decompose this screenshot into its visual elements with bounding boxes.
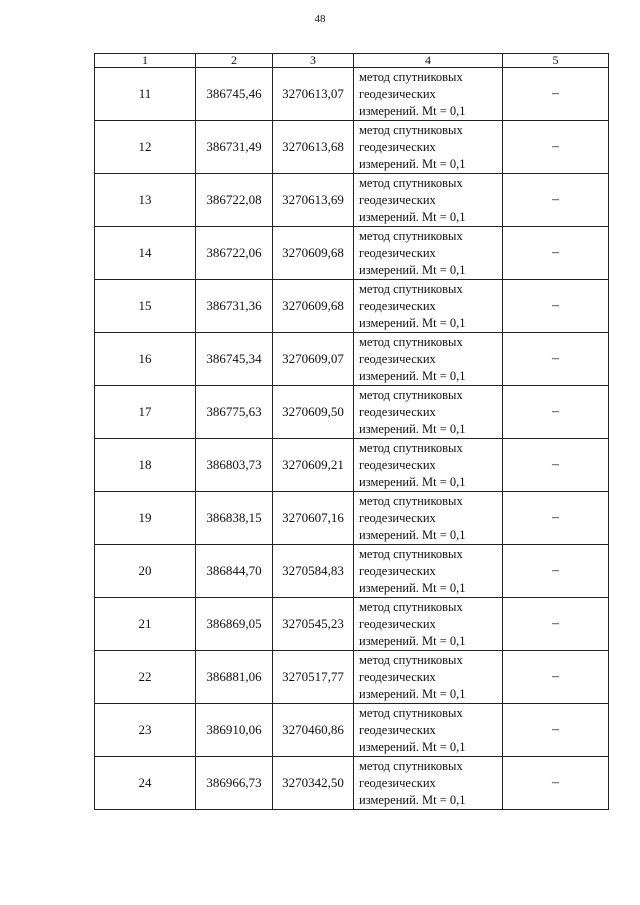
column-5-cell: – bbox=[503, 492, 609, 545]
table-header-row bbox=[95, 54, 609, 68]
method-line: метод спутниковых bbox=[359, 69, 463, 84]
x-coordinate-cell: 386745,34 bbox=[196, 333, 273, 386]
x-coordinate-cell: 386745,46 bbox=[196, 68, 273, 121]
column-5-cell: – bbox=[503, 121, 609, 174]
header-col-2: 2 bbox=[196, 54, 273, 68]
y-coordinate-cell: 3270460,86 bbox=[273, 704, 354, 757]
method-cell bbox=[354, 704, 503, 757]
table-row bbox=[95, 439, 609, 492]
method-cell bbox=[354, 68, 503, 121]
method-line: измерений. Mt = 0,1 bbox=[359, 792, 466, 807]
method-line: метод спутниковых bbox=[359, 546, 463, 561]
point-number-cell: 11 bbox=[95, 68, 196, 121]
method-line: геодезических bbox=[359, 86, 436, 101]
method-line: геодезических bbox=[359, 775, 436, 790]
point-number-cell: 17 bbox=[95, 386, 196, 439]
table-row bbox=[95, 121, 609, 174]
column-5-cell: – bbox=[503, 68, 609, 121]
method-line: метод спутниковых bbox=[359, 228, 463, 243]
coordinates-table bbox=[94, 53, 609, 810]
column-5-cell: – bbox=[503, 598, 609, 651]
x-coordinate-cell: 386869,05 bbox=[196, 598, 273, 651]
point-number-cell: 12 bbox=[95, 121, 196, 174]
method-cell bbox=[354, 651, 503, 704]
method-line: геодезических bbox=[359, 404, 436, 419]
method-cell bbox=[354, 280, 503, 333]
table-row bbox=[95, 757, 609, 810]
column-5-cell: – bbox=[503, 333, 609, 386]
method-line: измерений. Mt = 0,1 bbox=[359, 315, 466, 330]
method-line: измерений. Mt = 0,1 bbox=[359, 209, 466, 224]
column-5-cell: – bbox=[503, 545, 609, 598]
method-line: измерений. Mt = 0,1 bbox=[359, 527, 466, 542]
table-row bbox=[95, 227, 609, 280]
x-coordinate-cell: 386803,73 bbox=[196, 439, 273, 492]
column-5-cell: – bbox=[503, 704, 609, 757]
table-row bbox=[95, 492, 609, 545]
method-line: геодезических bbox=[359, 722, 436, 737]
y-coordinate-cell: 3270609,21 bbox=[273, 439, 354, 492]
method-line: измерений. Mt = 0,1 bbox=[359, 633, 466, 648]
column-5-cell: – bbox=[503, 280, 609, 333]
header-col-5: 5 bbox=[503, 54, 609, 68]
method-line: геодезических bbox=[359, 245, 436, 260]
y-coordinate-cell: 3270342,50 bbox=[273, 757, 354, 810]
table-row bbox=[95, 704, 609, 757]
method-line: измерений. Mt = 0,1 bbox=[359, 474, 466, 489]
y-coordinate-cell: 3270609,68 bbox=[273, 227, 354, 280]
point-number-cell: 18 bbox=[95, 439, 196, 492]
point-number-cell: 19 bbox=[95, 492, 196, 545]
column-5-cell: – bbox=[503, 227, 609, 280]
point-number-cell: 20 bbox=[95, 545, 196, 598]
method-line: измерений. Mt = 0,1 bbox=[359, 156, 466, 171]
column-5-cell: – bbox=[503, 439, 609, 492]
point-number-cell: 16 bbox=[95, 333, 196, 386]
x-coordinate-cell: 386775,63 bbox=[196, 386, 273, 439]
table-row bbox=[95, 174, 609, 227]
method-line: измерений. Mt = 0,1 bbox=[359, 421, 466, 436]
column-5-cell: – bbox=[503, 651, 609, 704]
method-line: геодезических bbox=[359, 510, 436, 525]
table-row bbox=[95, 333, 609, 386]
method-line: метод спутниковых bbox=[359, 334, 463, 349]
table-body bbox=[95, 68, 609, 810]
method-cell bbox=[354, 333, 503, 386]
method-line: геодезических bbox=[359, 351, 436, 366]
method-line: метод спутниковых bbox=[359, 122, 463, 137]
x-coordinate-cell: 386731,49 bbox=[196, 121, 273, 174]
table-row bbox=[95, 280, 609, 333]
method-cell bbox=[354, 439, 503, 492]
method-line: измерений. Mt = 0,1 bbox=[359, 103, 466, 118]
table-row bbox=[95, 68, 609, 121]
x-coordinate-cell: 386722,08 bbox=[196, 174, 273, 227]
method-line: метод спутниковых bbox=[359, 440, 463, 455]
y-coordinate-cell: 3270609,50 bbox=[273, 386, 354, 439]
point-number-cell: 23 bbox=[95, 704, 196, 757]
y-coordinate-cell: 3270517,77 bbox=[273, 651, 354, 704]
x-coordinate-cell: 386722,06 bbox=[196, 227, 273, 280]
method-line: измерений. Mt = 0,1 bbox=[359, 739, 466, 754]
method-line: измерений. Mt = 0,1 bbox=[359, 368, 466, 383]
point-number-cell: 13 bbox=[95, 174, 196, 227]
y-coordinate-cell: 3270609,07 bbox=[273, 333, 354, 386]
header-col-3: 3 bbox=[273, 54, 354, 68]
method-cell bbox=[354, 492, 503, 545]
method-cell bbox=[354, 174, 503, 227]
point-number-cell: 22 bbox=[95, 651, 196, 704]
method-cell bbox=[354, 227, 503, 280]
page-number: 48 bbox=[314, 13, 326, 25]
method-line: геодезических bbox=[359, 669, 436, 684]
header-col-1: 1 bbox=[95, 54, 196, 68]
method-line: метод спутниковых bbox=[359, 599, 463, 614]
table-row bbox=[95, 545, 609, 598]
method-cell bbox=[354, 545, 503, 598]
point-number-cell: 24 bbox=[95, 757, 196, 810]
y-coordinate-cell: 3270613,69 bbox=[273, 174, 354, 227]
y-coordinate-cell: 3270584,83 bbox=[273, 545, 354, 598]
column-5-cell: – bbox=[503, 174, 609, 227]
x-coordinate-cell: 386910,06 bbox=[196, 704, 273, 757]
method-line: метод спутниковых bbox=[359, 387, 463, 402]
y-coordinate-cell: 3270545,23 bbox=[273, 598, 354, 651]
method-cell bbox=[354, 121, 503, 174]
method-cell bbox=[354, 386, 503, 439]
point-number-cell: 15 bbox=[95, 280, 196, 333]
method-line: геодезических bbox=[359, 192, 436, 207]
method-line: метод спутниковых bbox=[359, 758, 463, 773]
point-number-cell: 14 bbox=[95, 227, 196, 280]
method-line: метод спутниковых bbox=[359, 281, 463, 296]
method-line: метод спутниковых bbox=[359, 652, 463, 667]
point-number-cell: 21 bbox=[95, 598, 196, 651]
x-coordinate-cell: 386838,15 bbox=[196, 492, 273, 545]
y-coordinate-cell: 3270613,68 bbox=[273, 121, 354, 174]
column-5-cell: – bbox=[503, 757, 609, 810]
method-line: метод спутниковых bbox=[359, 493, 463, 508]
header-col-4: 4 bbox=[354, 54, 503, 68]
method-cell bbox=[354, 757, 503, 810]
table-row bbox=[95, 598, 609, 651]
method-line: геодезических bbox=[359, 616, 436, 631]
column-5-cell: – bbox=[503, 386, 609, 439]
table-row bbox=[95, 651, 609, 704]
method-line: измерений. Mt = 0,1 bbox=[359, 580, 466, 595]
method-line: геодезических bbox=[359, 563, 436, 578]
x-coordinate-cell: 386966,73 bbox=[196, 757, 273, 810]
method-line: геодезических bbox=[359, 139, 436, 154]
method-line: геодезических bbox=[359, 298, 436, 313]
table-row bbox=[95, 386, 609, 439]
x-coordinate-cell: 386844,70 bbox=[196, 545, 273, 598]
method-cell bbox=[354, 598, 503, 651]
method-line: геодезических bbox=[359, 457, 436, 472]
y-coordinate-cell: 3270607,16 bbox=[273, 492, 354, 545]
x-coordinate-cell: 386731,36 bbox=[196, 280, 273, 333]
method-line: измерений. Mt = 0,1 bbox=[359, 262, 466, 277]
y-coordinate-cell: 3270609,68 bbox=[273, 280, 354, 333]
x-coordinate-cell: 386881,06 bbox=[196, 651, 273, 704]
method-line: метод спутниковых bbox=[359, 175, 463, 190]
method-line: измерений. Mt = 0,1 bbox=[359, 686, 466, 701]
y-coordinate-cell: 3270613,07 bbox=[273, 68, 354, 121]
method-line: метод спутниковых bbox=[359, 705, 463, 720]
